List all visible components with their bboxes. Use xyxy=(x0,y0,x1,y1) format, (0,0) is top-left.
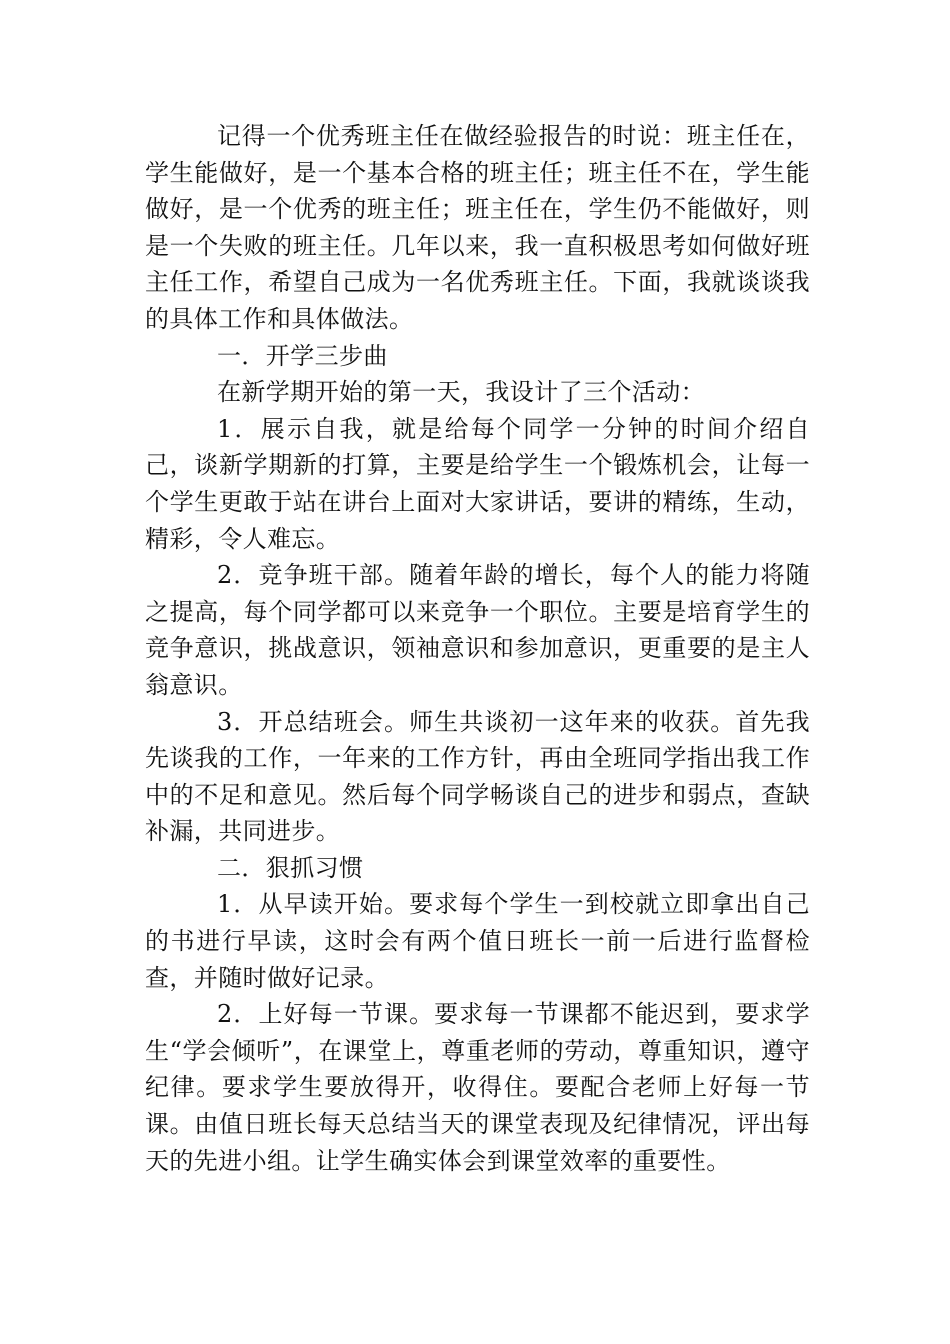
section-heading-1: 一．开学三步曲 xyxy=(217,341,388,370)
section-1-item-1-paragraph: 1．展示自我，就是给每个同学一分钟的时间介绍自己，谈新学期新的打算，主要是给学生一个锻炼机会，让每一个学生更敢于站在讲台上面对大家讲话，要讲的精练，生动，精彩，令人难忘。 xyxy=(145,414,810,553)
section-2-item-1-paragraph: 1．从早读开始。要求每个学生一到校就立即拿出自己的书进行早读，这时会有两个值日班长一前一后进行监督检查，并随时做好记录。 xyxy=(145,890,810,992)
section-1-item-2-paragraph: 2．竞争班干部。随着年龄的增长，每个人的能力将随之提高，每个同学都可以来竞争一个职位。主要是培育学生的竞争意识，挑战意识，领袖意识和参加意识，更重要的是主人翁意识。 xyxy=(145,561,810,699)
document-body xyxy=(145,118,810,1179)
section-1-item-3-paragraph: 3．开总结班会。师生共谈初一这年来的收获。首先我先谈我的工作，一年来的工作方针，再由全班同学指出我工作中的不足和意见。然后每个同学畅谈自己的进步和弱点，查缺补漏，共同进步。 xyxy=(145,707,810,846)
section-2-item-2-paragraph: 2．上好每一节课。要求每一节课都不能迟到，要求学生“学会倾听”，在课堂上，尊重老师的劳动，尊重知识，遵守纪律。要求学生要放得开，收得住。要配合老师上好每一节课。由值日班长每天总结当天的课堂表现及纪律情况，评出每天的先进小组。让学生确实体会到课堂效率的重要性。 xyxy=(145,1000,810,1175)
intro-paragraph: 记得一个优秀班主任在做经验报告的时说：班主任在，学生能做好，是一个基本合格的班主任；班主任不在，学生能做好，是一个优秀的班主任；班主任在，学生仍不能做好，则是一个失败的班主任。几年以来，我一直积极思考如何做好班主任工作，希望自己成为一名优秀班主任。下面，我就谈谈我的具体工作和具体做法。 xyxy=(145,122,810,333)
section-heading-2: 二．狠抓习惯 xyxy=(217,853,364,882)
section-1-intro-paragraph: 在新学期开始的第一天，我设计了三个活动： xyxy=(217,378,705,407)
